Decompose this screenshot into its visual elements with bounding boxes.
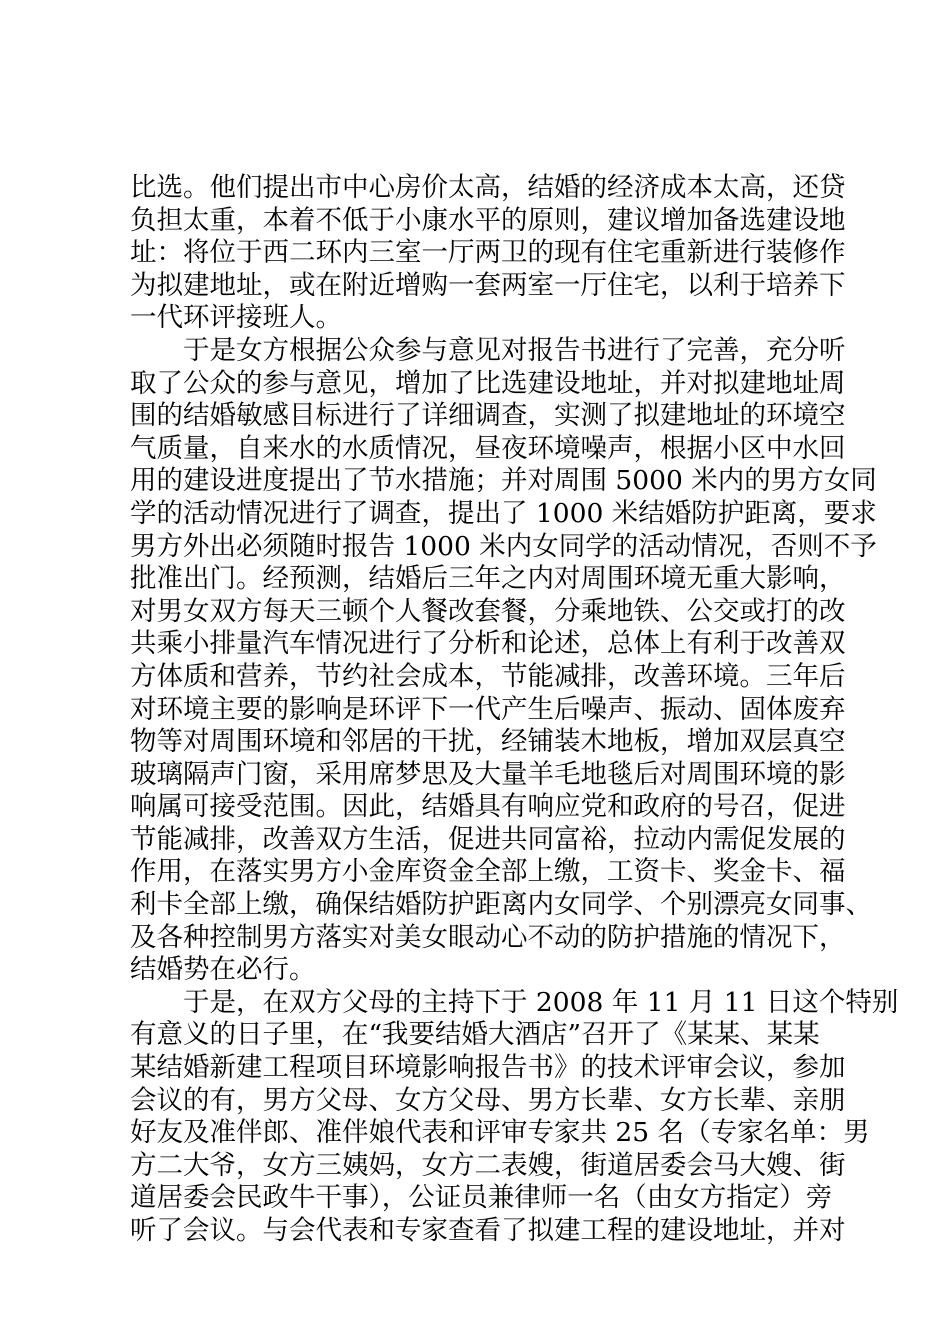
text-line: 围的结婚敏感目标进行了详细调查，实测了拟建地址的环境空 (130, 400, 846, 432)
text-line: 共乘小排量汽车情况进行了分析和论述，总体上有利于改善双 (130, 628, 846, 660)
text-line: 对环境主要的影响是环评下一代产生后噪声、振动、固体废弃 (130, 693, 846, 725)
text-line: 于是，在双方父母的主持下于 2008 年 11 月 11 日这个特别 (130, 986, 899, 1018)
text-line: 物等对周围环境和邻居的干扰，经铺装木地板，增加双层真空 (130, 726, 846, 758)
text-line: 于是女方根据公众参与意见对报告书进行了完善，充分听 (130, 334, 846, 366)
text-line: 响属可接受范围。因此，结婚具有响应党和政府的号召，促进 (130, 791, 846, 823)
text-line: 男方外出必须随时报告 1000 米内女同学的活动情况，否则不予 (130, 530, 877, 562)
text-line: 会议的有，男方父母、女方父母、男方长辈、女方长辈、亲朋 (130, 1084, 846, 1116)
text-line: 听了会议。与会代表和专家查看了拟建工程的建设地址，并对 (130, 1215, 846, 1246)
text-line: 作用，在落实男方小金库资金全部上缴，工资卡、奖金卡、福 (130, 856, 846, 888)
text-line: 址：将位于西二环内三室一厅两卫的现有住宅重新进行装修作 (130, 237, 846, 269)
text-line: 及各种控制男方落实对美女眼动心不动的防护措施的情况下， (130, 921, 846, 953)
text-line: 方体质和营养，节约社会成本，节能减排，改善环境。三年后 (130, 660, 846, 692)
text-line: 有意义的日子里，在“我要结婚大酒店”召开了《某某、某某 (130, 1019, 820, 1051)
text-line: 学的活动情况进行了调查，提出了 1000 米结婚防护距离，要求 (130, 497, 877, 529)
text-line: 一代环评接班人。 (130, 302, 342, 334)
text-line: 用的建设进度提出了节水措施；并对周围 5000 米内的男方女同 (130, 465, 877, 497)
text-line: 结婚势在必行。 (130, 954, 316, 986)
text-line: 道居委会民政牛干事），公证员兼律师一名（由女方指定）旁 (130, 1182, 833, 1214)
text-line: 比选。他们提出市中心房价太高，结婚的经济成本太高，还贷 (130, 172, 846, 203)
text-line: 取了公众的参与意见，增加了比选建设地址，并对拟建地址周 (130, 367, 846, 399)
text-line: 利卡全部上缴，确保结婚防护距离内女同学、个别漂亮女同事、 (130, 889, 872, 921)
body-text (130, 172, 899, 1248)
text-line: 气质量，自来水的水质情况，昼夜环境噪声，根据小区中水回 (130, 432, 846, 464)
text-line: 节能减排，改善双方生活，促进共同富裕，拉动内需促发展的 (130, 823, 846, 855)
text-line: 负担太重，本着不低于小康水平的原则，建议增加备选建设地 (130, 204, 846, 236)
text-line: 某结婚新建工程项目环境影响报告书》的技术评审会议，参加 (130, 1052, 846, 1084)
text-line: 为拟建地址，或在附近增购一套两室一厅住宅，以利于培养下 (130, 269, 846, 301)
text-line: 对男女双方每天三顿个人餐改套餐，分乘地铁、公交或打的改 (130, 595, 846, 627)
text-line: 好友及准伴郎、准伴娘代表和评审专家共 25 名（专家名单：男 (130, 1117, 870, 1149)
text-line: 方二大爷，女方三姨妈，女方二表嫂，街道居委会马大嫂、街 (130, 1149, 846, 1181)
text-line: 玻璃隔声门窗，采用席梦思及大量羊毛地毯后对周围环境的影 (130, 758, 846, 790)
text-line: 批准出门。经预测，结婚后三年之内对周围环境无重大影响， (130, 563, 846, 595)
